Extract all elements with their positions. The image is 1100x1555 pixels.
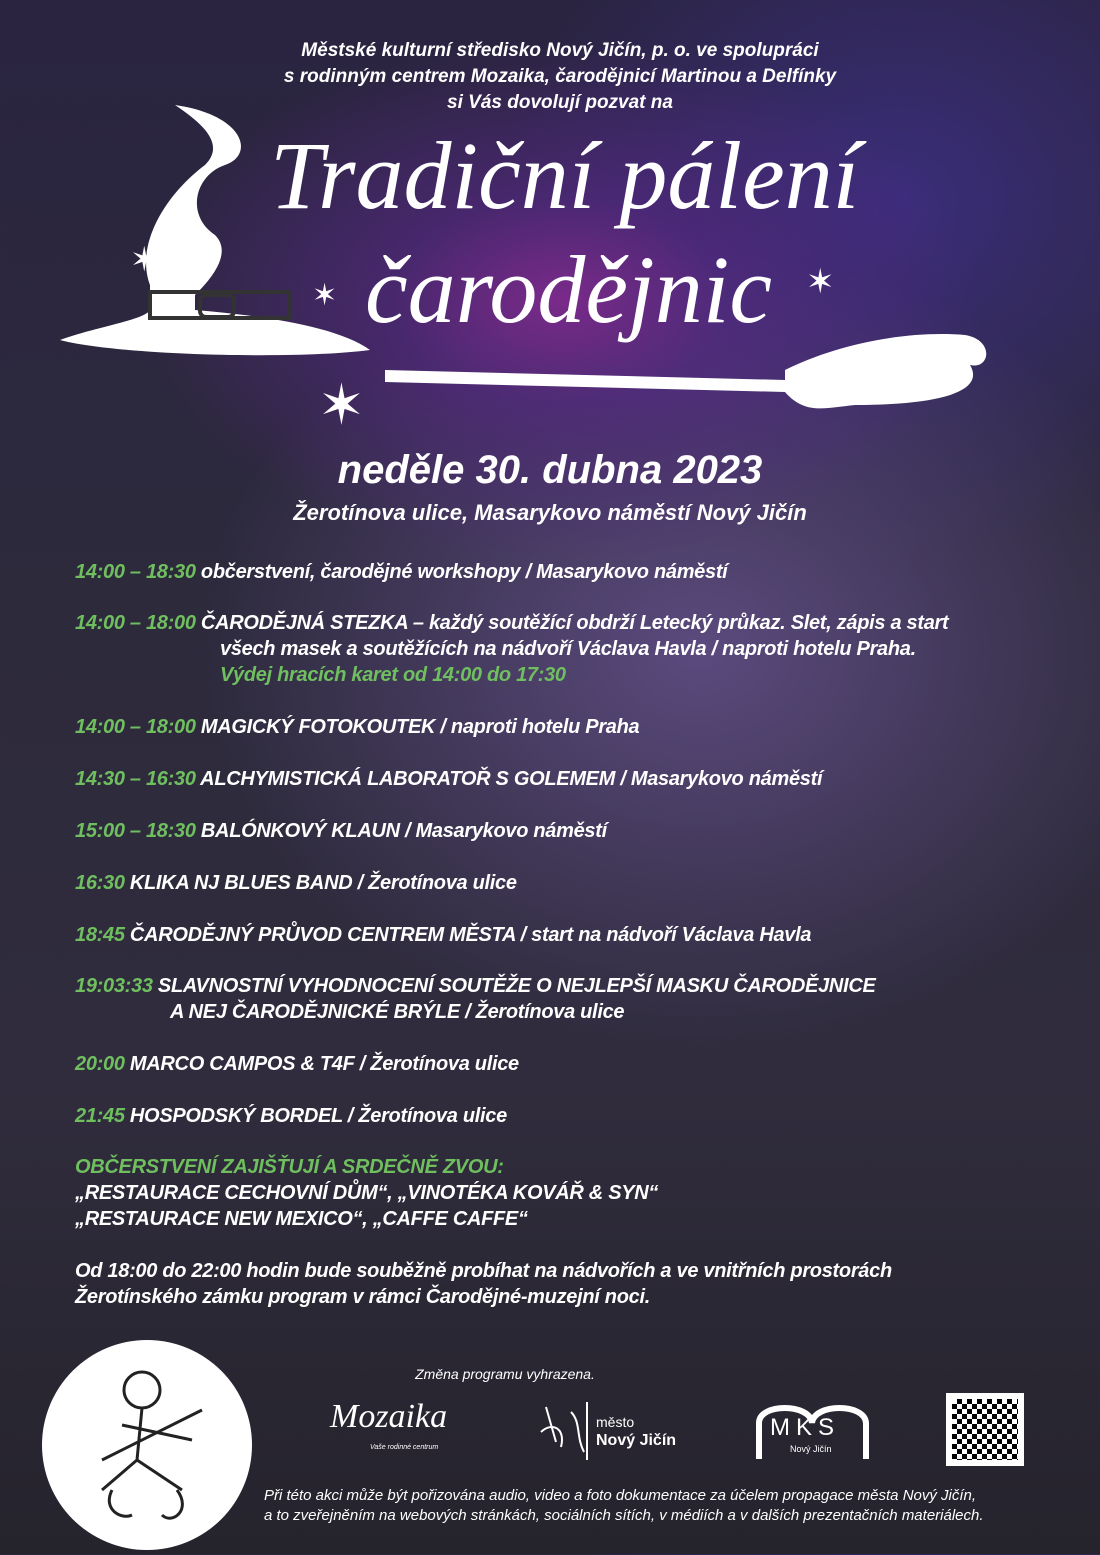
title-line2: čarodějnic	[365, 236, 772, 343]
sparkle-icon: ✶	[312, 279, 338, 312]
mozaika-logo: Mozaika	[330, 1398, 448, 1435]
intro-line: s rodinným centrem Mozaika, čarodějnicí Martinou a Delfínky	[283, 66, 837, 87]
sparkle-icon: ✶	[806, 263, 835, 301]
schedule-item: 14:30 – 16:30 ALCHYMISTICKÁ LABORATOŘ S GOLEMEM / Masarykovo náměstí	[75, 768, 823, 790]
qr-code[interactable]	[946, 1393, 1024, 1466]
sparkle-icon: ✶	[318, 373, 365, 436]
schedule-item: 14:00 – 18:00 ČARODĚJNÁ STEZKA – každý soutěžící obdrží Letecký průkaz. Slet, zápis a start všech masek a soutěžících na nádvoří Václava Havla / naproti hotelu Praha. Výdej hracích karet od 14:00 do 17:30	[75, 612, 949, 686]
mks-logo: MKS	[770, 1414, 841, 1441]
event-place: Žerotínova ulice, Masarykovo náměstí Nový Jičín	[293, 500, 807, 525]
schedule-item: 21:45 HOSPODSKÝ BORDEL / Žerotínova ulice	[75, 1105, 507, 1127]
sparkle-icon: ✶	[130, 241, 159, 279]
mesto-label: město	[596, 1414, 635, 1430]
disclaimer: Při této akci může být pořizována audio, video a foto dokumentace za účelem propagace města Nový Jičín, a to zveřejněním na webových stránkách, sociálních sítích, v médiích a v dalších prezentačních materiálech.	[264, 1487, 984, 1524]
mks-subtitle: Nový Jičín	[790, 1444, 832, 1454]
schedule-item: 15:00 – 18:30 BALÓNKOVÝ KLAUN / Masarykovo náměstí	[75, 820, 607, 842]
museum-night: Od 18:00 do 22:00 hodin bude souběžně probíhat na nádvořích a ve vnitřních prostorách Žerotínského zámku program v rámci Čarodějné-muzejní noci.	[75, 1260, 892, 1308]
schedule-item: 18:45 ČARODĚJNÝ PRŮVOD CENTREM MĚSTA / start na nádvoří Václava Havla	[75, 924, 812, 946]
schedule-item: 20:00 MARCO CAMPOS & T4F / Žerotínova ulice	[75, 1053, 519, 1075]
event-date: neděle 30. dubna 2023	[337, 448, 763, 492]
schedule-item: 19:03:33 SLAVNOSTNÍ VYHODNOCENÍ SOUTĚŽE O NEJLEPŠÍ MASKU ČARODĚJNICE A NEJ ČARODĚJNICKÉ BRÝLE / Žerotínova ulice	[75, 975, 876, 1023]
schedule-item: 14:00 – 18:00 MAGICKÝ FOTOKOUTEK / naproti hotelu Praha	[75, 716, 640, 738]
intro-line: si Vás dovolují pozvat na	[447, 92, 673, 113]
title-line1: Tradiční pálení	[270, 122, 860, 229]
intro-line: Městské kulturní středisko Nový Jičín, p. o. ve spolupráci	[301, 40, 819, 61]
novy-jicin-emblem-icon	[536, 1402, 588, 1460]
program-change-note: Změna programu vyhrazena.	[415, 1366, 595, 1382]
refreshments: OBČERSTVENÍ ZAJIŠŤUJÍ A SRDEČNĚ ZVOU: „RESTAURACE CECHOVNÍ DŮM“, „VINOTÉKA KOVÁŘ & SYN“ „RESTAURACE NEW MEXICO“, „CAFFE CAFFE“	[75, 1156, 659, 1230]
schedule-item: 16:30 KLIKA NJ BLUES BAND / Žerotínova ulice	[75, 872, 517, 894]
mozaika-subtitle: Vaše rodinné centrum	[370, 1444, 439, 1451]
mesto-name: Nový Jičín	[596, 1432, 677, 1449]
schedule-item: 14:00 – 18:30 občerstvení, čarodějné workshopy / Masarykovo náměstí	[75, 561, 728, 583]
